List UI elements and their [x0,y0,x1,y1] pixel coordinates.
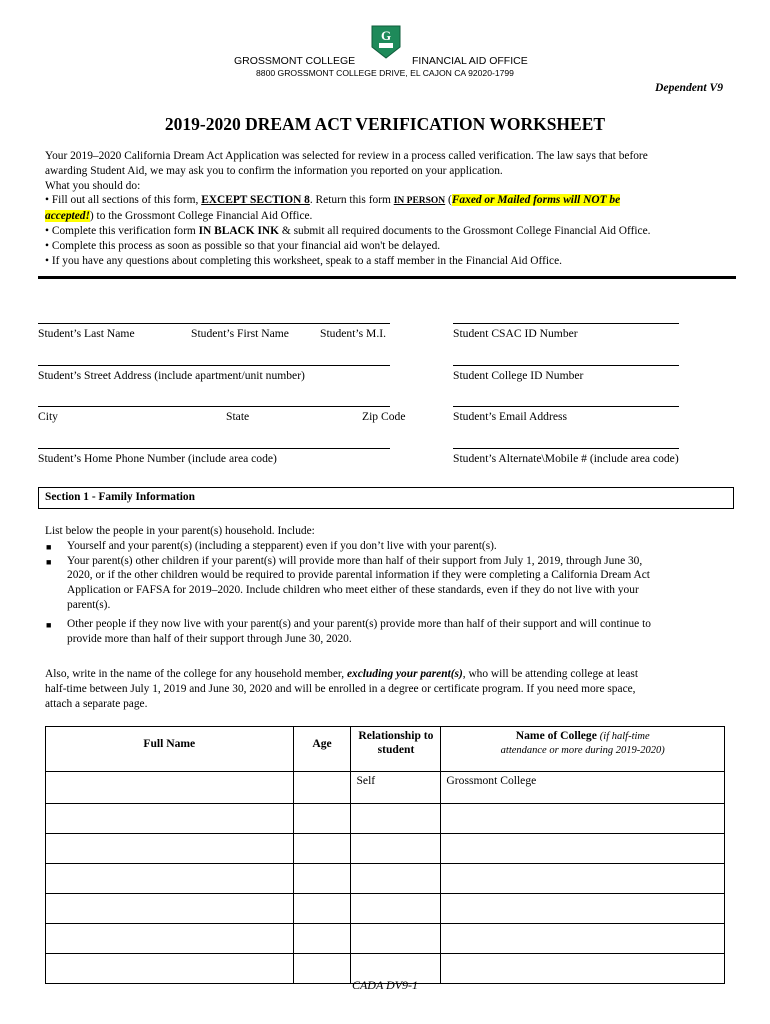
divider [38,276,736,279]
intro-line: What you should do: [45,179,141,192]
college-id-label: Student College ID Number [453,369,584,382]
first-name-label: Student’s First Name [191,327,289,340]
email-line[interactable] [453,406,679,407]
csac-id-label: Student CSAC ID Number [453,327,578,340]
col-relationship: Relationship to student [351,727,441,772]
city-label: City [38,410,58,423]
csac-id-line[interactable] [453,323,679,324]
intro-bullet-cont: accepted!) to the Grossmont College Financial Aid Office. [45,210,313,223]
cell-age[interactable] [293,864,351,894]
office-name: FINANCIAL AID OFFICE [412,55,528,67]
intro-block [45,149,745,268]
cell-relationship[interactable] [351,924,441,954]
cell-college[interactable] [441,864,725,894]
street-line[interactable] [38,365,390,366]
home-phone-label: Student’s Home Phone Number (include area code) [38,452,277,465]
version-label: Dependent V9 [655,81,723,94]
cell-name[interactable] [46,864,294,894]
col-full-name: Full Name [46,727,294,772]
cell-college[interactable] [441,924,725,954]
cell-college[interactable] [441,804,725,834]
mi-label: Student’s M.I. [320,327,387,340]
cell-relationship[interactable] [351,804,441,834]
cell-name[interactable] [46,924,294,954]
cell-relationship: Self [351,772,441,804]
intro-bullet: • Complete this process as soon as possible so that your financial aid won't be delayed. [45,239,441,252]
email-label: Student’s Email Address [453,410,568,423]
zip-label: Zip Code [362,410,406,423]
cell-name[interactable] [46,772,294,804]
col-age: Age [293,727,351,772]
table-row [46,924,725,954]
svg-text:G: G [380,28,392,43]
cell-age[interactable] [293,804,351,834]
name-line[interactable] [38,323,390,324]
cell-age[interactable] [293,924,351,954]
also-paragraph: Also, write in the name of the college for any household member, excluding your parent(s), who will be attending college at least half-time between July 1, 2019 and June 30, 2020 and will be enrolled in a degree or certificate program. If you need more space, attach a separate page. [45,668,639,710]
section-1-instructions [45,524,735,646]
table-header-row [46,727,725,772]
square-bullet-icon: ■ [46,556,52,567]
cell-college: Grossmont College [441,772,725,804]
cell-college[interactable] [441,834,725,864]
cell-name[interactable] [46,834,294,864]
cell-age[interactable] [293,894,351,924]
table-row [46,834,725,864]
intro-line: Your 2019–2020 California Dream Act Application was selected for review in a process called verification. The law says that before [45,150,648,162]
include-item: ■ Yourself and your parent(s) (including a stepparent) even if you don’t live with your parent(s). [45,539,735,554]
page-title: 2019-2020 DREAM ACT VERIFICATION WORKSHEET [164,114,606,134]
college-logo [371,25,401,59]
family-table [45,726,725,984]
square-bullet-icon: ■ [46,619,52,630]
alt-phone-line[interactable] [453,448,679,449]
square-bullet-icon: ■ [46,541,52,552]
street-label: Student’s Street Address (include apartment/unit number) [38,369,305,382]
cell-relationship[interactable] [351,894,441,924]
cell-age[interactable] [293,772,351,804]
col-college: Name of College (if half-time attendance or more during 2019-2020) [441,727,725,772]
intro-bullet: • If you have any questions about completing this worksheet, speak to a staff member in the Financial Aid Office. [45,254,562,267]
table-row [46,772,725,804]
intro-bullet: • Fill out all sections of this form, EXCEPT SECTION 8. Return this form IN PERSON (Faxed or Mailed forms will NOT be [45,194,621,207]
intro-line: awarding Student Aid, we may ask you to confirm the information you reported on your application. [45,164,503,177]
table-row [46,804,725,834]
alt-phone-label: Student’s Alternate\Mobile # (include area code) [453,452,679,465]
cell-relationship[interactable] [351,864,441,894]
form-code: CADA DV9-1 [351,978,419,992]
cell-relationship[interactable] [351,834,441,864]
intro-bullet: • Complete this verification form IN BLACK INK & submit all required documents to the Grossmont College Financial Aid Office. [45,224,651,237]
college-id-line[interactable] [453,365,679,366]
cell-college[interactable] [441,894,725,924]
table-row [46,864,725,894]
last-name-label: Student’s Last Name [38,327,135,340]
college-name: GROSSMONT COLLEGE [234,55,356,67]
college-address: 8800 GROSSMONT COLLEGE DRIVE, EL CAJON CA 92020-1799 [256,68,514,78]
table-row [46,894,725,924]
home-phone-line[interactable] [38,448,390,449]
cell-age[interactable] [293,834,351,864]
include-item: ■ Other people if they now live with your parent(s) and your parent(s) provide more than half of their support and will continue to provide more than half of their support through June 30, 2020. [46,617,651,645]
include-item: ■ Your parent(s) other children if your parent(s) will provide more than half of their support from July 1, 2019, through June 30, 2020, or if the other children would be required to provide parental information if they were completing a California Dream Act Application or FAFSA for 2019–2020. Include children who meet either of these standards, even if they do not live with your parent(s). [46,554,650,611]
cell-name[interactable] [46,804,294,834]
section-1-title: Section 1 - Family Information [45,491,195,503]
section-1-header [38,487,734,509]
city-line[interactable] [38,406,390,407]
state-label: State [226,410,250,423]
list-intro: List below the people in your parent(s) household. Include: [45,525,315,537]
cell-name[interactable] [46,894,294,924]
